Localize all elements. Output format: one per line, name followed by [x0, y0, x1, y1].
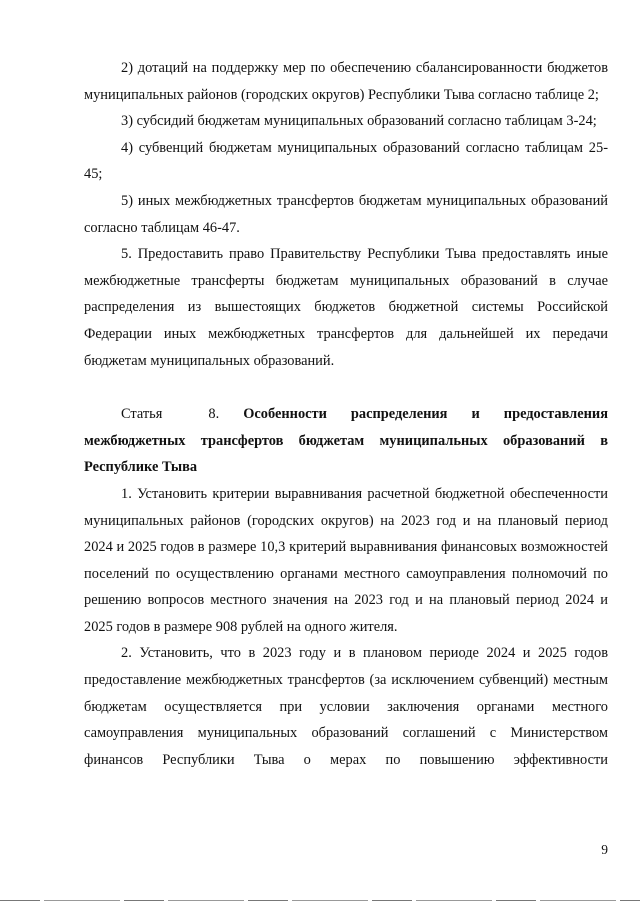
- document-page: [84, 55, 608, 773]
- section-spacer: [84, 374, 608, 401]
- article-label: Статья 8.: [121, 406, 220, 423]
- bottom-scan-edge: [0, 900, 640, 901]
- list-item-subventions: 4) субвенций бюджетам муниципальных образований согласно таблицам 25-45;: [84, 139, 608, 183]
- page-number: 9: [601, 842, 608, 857]
- article-paragraph-1: 1. Установить критерии выравнивания расчетной бюджетной обеспеченности муниципальных районов (городских округов) на 2023 год и на плановый период 2024 и 2025 годов в размере 10,3 критерий выравнивания финансовых возможностей поселений по осуществлению органами местного самоуправления полномочий по решению вопросов местного значения на 2023 год и на плановый период 2024 и 2025 годов в размере 908 рублей на одного жителя.: [84, 485, 608, 635]
- paragraph-5: 5. Предоставить право Правительству Республики Тыва предоставлять иные межбюджетные трансферты бюджетам муниципальных образований в случае распределения из вышестоящих бюджетов бюджетной системы Российской Федерации иных межбюджетных трансфертов для дальнейшей их передачи бюджетам муниципальных образований.: [84, 246, 608, 369]
- article-paragraph-2: 2. Установить, что в 2023 году и в плановом периоде 2024 и 2025 годов предоставление межбюджетных трансфертов (за исключением субвенций) местным бюджетам осуществляется при условии заключения органами местного самоуправления муниципальных образований соглашений с Министерством финансов Республики Тыва о мерах по повышению эффективности: [84, 645, 608, 768]
- list-item-subsidies-balance: 2) дотаций на поддержку мер по обеспечению сбалансированности бюджетов муниципальных районов (городских округов) Республики Тыва согласно таблице 2;: [84, 60, 608, 103]
- article-title: Особенности распределения и предоставления межбюджетных трансфертов бюджетам муниципальных образований в Республике Тыва: [84, 406, 608, 476]
- article-heading: [84, 401, 608, 481]
- list-item-subsidies: 3) субсидий бюджетам муниципальных образований согласно таблицам 3-24;: [121, 113, 597, 130]
- list-item-other-transfers: 5) иных межбюджетных трансфертов бюджетам муниципальных образований согласно таблицам 46-47.: [84, 192, 608, 236]
